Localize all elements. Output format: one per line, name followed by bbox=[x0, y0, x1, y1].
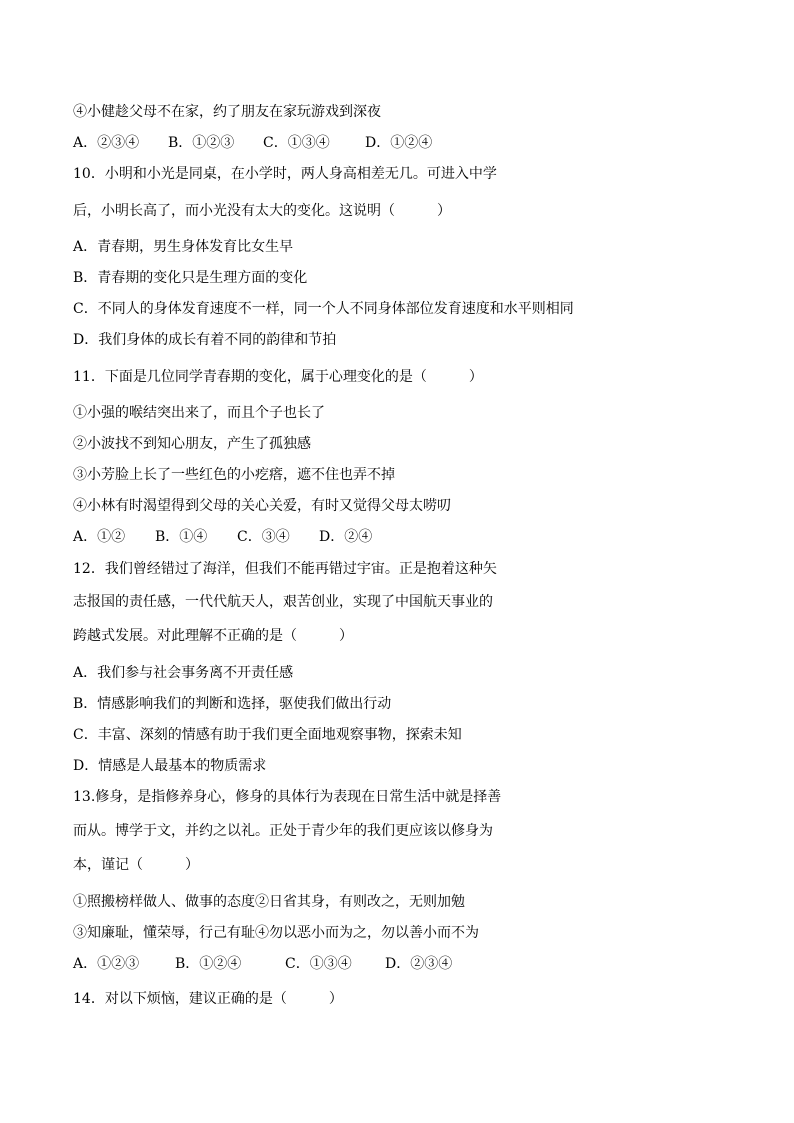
q13-stem-line-1: 13.修身，是指修养身心，修身的具体行为表现在日常生活中就是择善 bbox=[73, 789, 502, 805]
q13-option-d: D．②③④ bbox=[385, 956, 453, 972]
q13-option-c: C．①③④ bbox=[285, 956, 352, 972]
q10-option-c: C．不同人的身体发育速度不一样，同一个人不同身体部位发育速度和水平则相同 bbox=[73, 301, 574, 317]
q9-options bbox=[73, 134, 432, 152]
q11-item-4: ④小林有时渴望得到父母的关心关爱，有时又觉得父母太唠叨 bbox=[73, 498, 451, 514]
q12-option-b: B．情感影响我们的判断和选择，驱使我们做出行动 bbox=[73, 696, 392, 712]
q13-items-line-1: ①照搬榜样做人、做事的态度②日省其身，有则改之，无则加勉 bbox=[73, 894, 465, 910]
q10-stem-line-2: 后，小明长高了，而小光没有太大的变化。这说明（ ） bbox=[73, 203, 451, 219]
q10-option-d: D．我们身体的成长有着不同的韵律和节拍 bbox=[73, 332, 337, 348]
q11-item-1: ①小强的喉结突出来了，而且个子也长了 bbox=[73, 405, 325, 421]
q10-option-a: A．青春期，男生身体发育比女生早 bbox=[73, 239, 294, 255]
q13-stem-line-3: 本，谨记（ ） bbox=[73, 857, 199, 873]
q9-option-a: A．②③④ bbox=[73, 135, 140, 151]
q12-stem-line-2: 志报国的责任感，一代代航天人，艰苦创业，实现了中国航天事业的 bbox=[73, 594, 493, 610]
q11-option-b: B．①④ bbox=[155, 529, 208, 545]
q12-option-a: A．我们参与社会事务离不开责任感 bbox=[73, 665, 294, 681]
q9-option-b: B．①②③ bbox=[168, 135, 235, 151]
q12-option-d: D．情感是人最基本的物质需求 bbox=[73, 758, 267, 774]
q13-items-line-2: ③知廉耻，懂荣辱，行己有耻④勿以恶小而为之，勿以善小而不为 bbox=[73, 925, 479, 941]
q12-option-c: C．丰富、深刻的情感有助于我们更全面地观察事物，探索未知 bbox=[73, 727, 462, 743]
q13-option-a: A．①②③ bbox=[73, 956, 140, 972]
q14-stem: 14．对以下烦恼，建议正确的是（ ） bbox=[73, 991, 343, 1007]
q11-item-2: ②小波找不到知心朋友，产生了孤独感 bbox=[73, 436, 311, 452]
q10-stem-line-1: 10．小明和小光是同桌，在小学时，两人身高相差无几。可进入中学 bbox=[73, 166, 497, 182]
q13-stem-line-2: 而从。博学于文，并约之以礼。正处于青少年的我们更应该以修身为 bbox=[73, 823, 493, 839]
q9-option-d: D．①②④ bbox=[365, 135, 433, 151]
q9-option-c: C．①③④ bbox=[263, 135, 330, 151]
q11-options bbox=[73, 528, 372, 546]
q13-options bbox=[73, 955, 452, 973]
q13-option-b: B．①②④ bbox=[175, 956, 242, 972]
q11-item-3: ③小芳脸上长了一些红色的小疙瘩，遮不住也弄不掉 bbox=[73, 467, 395, 483]
q11-option-a: A．①② bbox=[73, 529, 126, 545]
q9-item-4: ④小健趁父母不在家，约了朋友在家玩游戏到深夜 bbox=[73, 104, 381, 120]
q12-stem-line-3: 跨越式发展。对此理解不正确的是（ ） bbox=[73, 628, 353, 644]
q10-option-b: B．青春期的变化只是生理方面的变化 bbox=[73, 270, 308, 286]
q11-option-d: D．②④ bbox=[319, 529, 373, 545]
q12-stem-line-1: 12．我们曾经错过了海洋，但我们不能再错过宇宙。正是抱着这种矢 bbox=[73, 561, 497, 577]
q11-option-c: C．③④ bbox=[237, 529, 290, 545]
q11-stem: 11．下面是几位同学青春期的变化，属于心理变化的是（ ） bbox=[73, 369, 483, 385]
